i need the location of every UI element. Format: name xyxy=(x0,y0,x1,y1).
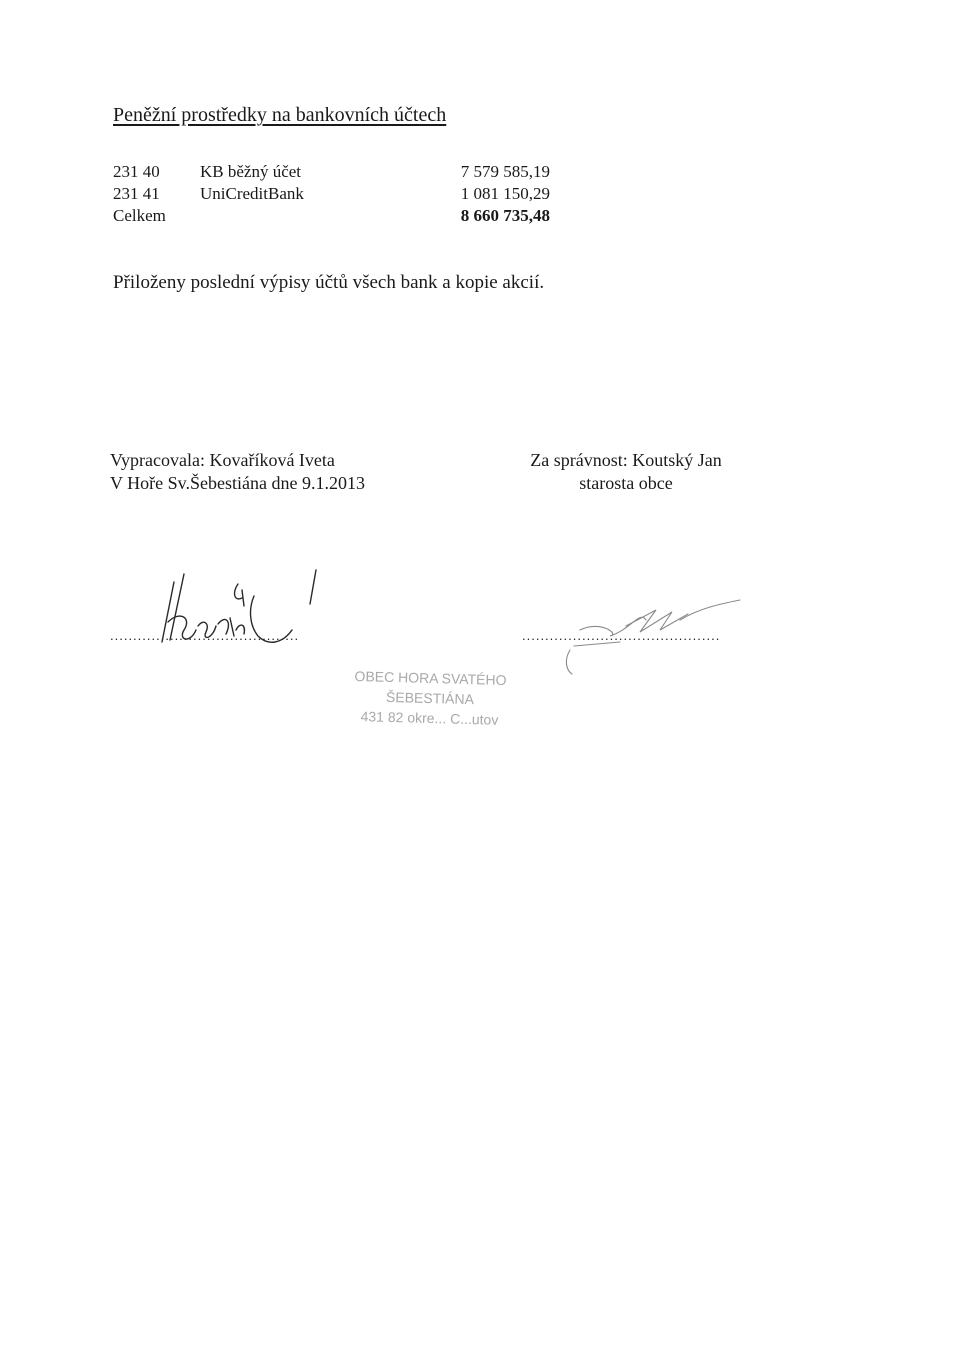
total-amount: 8 660 735,48 xyxy=(460,206,550,225)
place-and-date: V Hoře Sv.Šebestiána dne 9.1.2013 xyxy=(110,473,365,493)
account-name: KB běžný účet xyxy=(200,162,302,181)
stamp-line: OBEC HORA SVATÉHO xyxy=(354,668,507,688)
signature-right-icon xyxy=(560,590,750,680)
stamp-line: ŠEBESTIÁNA xyxy=(385,688,475,708)
prepared-by-name: Vypracovala: Kovaříková Iveta xyxy=(110,450,335,470)
account-code: 231 41 xyxy=(113,184,160,203)
account-code: 231 40 xyxy=(113,162,160,181)
page-title: Peněžní prostředky na bankovních účtech xyxy=(113,104,447,126)
account-amount: 1 081 150,29 xyxy=(460,184,550,203)
approved-by-block xyxy=(520,449,732,495)
account-name: UniCreditBank xyxy=(200,184,304,203)
prepared-by-block xyxy=(110,449,365,495)
approved-by-name: Za správnost: Koutský Jan xyxy=(530,450,722,470)
approver-title: starosta obce xyxy=(579,473,673,493)
account-amount: 7 579 585,19 xyxy=(460,162,550,181)
attachment-note: Přiloženy poslední výpisy účtů všech bank a kopie akcií. xyxy=(113,272,545,293)
signature-left-icon xyxy=(150,560,330,655)
signature-line-right: ........................................... xyxy=(522,628,721,643)
official-stamp xyxy=(329,665,531,730)
signature-line-left: ......................................... xyxy=(110,628,300,643)
total-label: Celkem xyxy=(113,206,166,225)
stamp-line: 431 82 okre... C...utov xyxy=(360,708,499,728)
